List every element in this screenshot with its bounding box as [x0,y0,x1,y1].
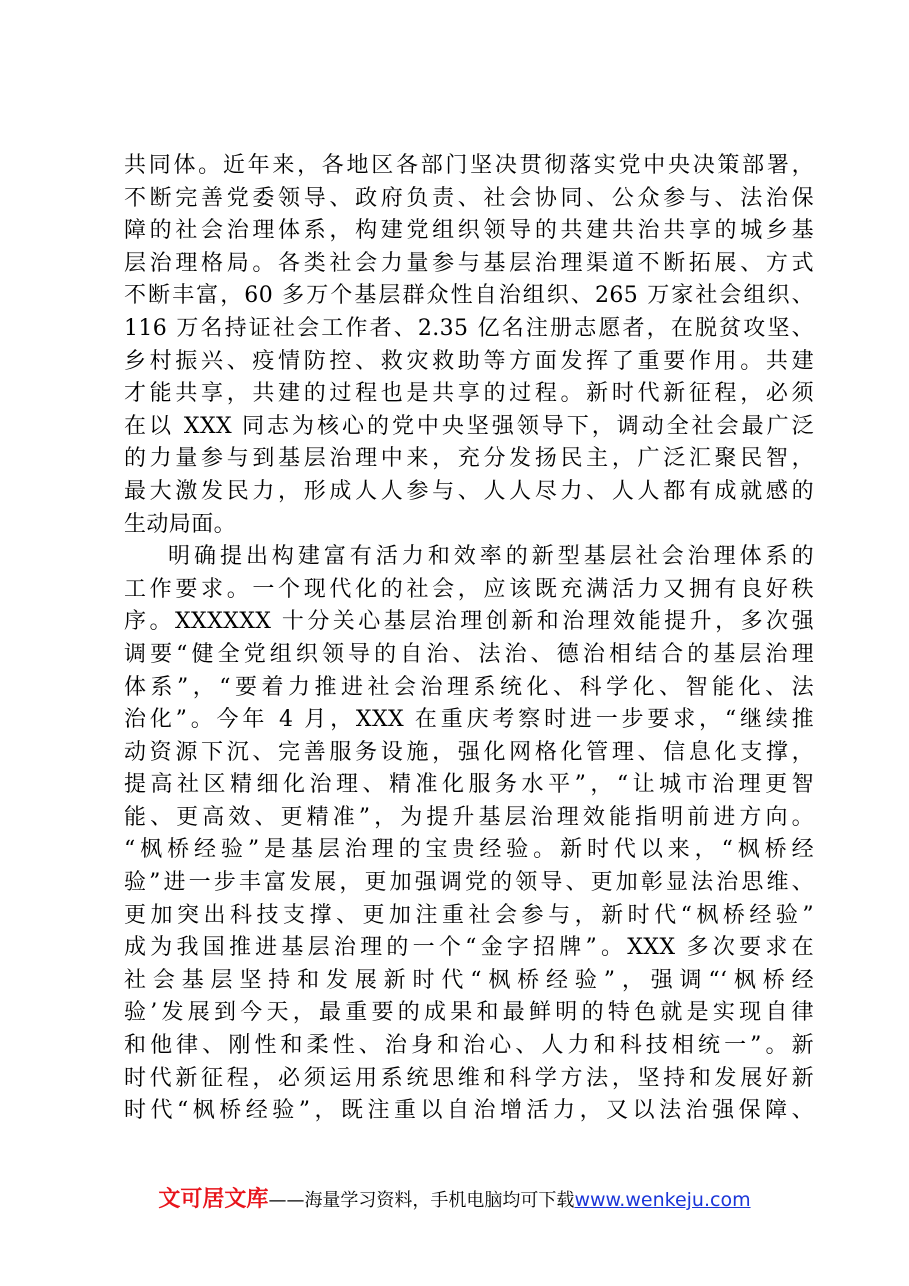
text-line: 时代新征程，必须运用系统思维和科学方法，坚持和发展好新 [124,1065,814,1091]
text-line: 序。XXXXXX 十分关心基层治理创新和治理效能提升，多次强 [124,609,814,635]
document-body [124,150,814,1128]
text-line: 的力量参与到基层治理中来，充分发扬民主，广泛汇聚民智， [124,446,814,472]
text-line: 验”进一步丰富发展，更加强调党的领导、更加彰显法治思维、 [124,870,814,896]
text-line: 不断完善党委领导、政府负责、社会协同、公众参与、法治保 [124,185,814,211]
text-line: 社会基层坚持和发展新时代“枫桥经验”，强调“‘枫桥经 [124,967,814,993]
text-line: 工作要求。一个现代化的社会，应该既充满活力又拥有良好秩 [124,576,814,602]
text-line: 调要“健全党组织领导的自治、法治、德治相结合的基层治理 [124,641,814,667]
text-line: 障的社会治理体系，构建党组织领导的共建共治共享的城乡基 [124,218,814,244]
footer-slogan: ——海量学习资料，手机电脑均可下载 [268,1190,575,1211]
text-line: 和他律、刚性和柔性、治身和治心、人力和科技相统一”。新 [124,1033,814,1059]
text-line: 更加突出科技支撑、更加注重社会参与，新时代“枫桥经验” [124,902,814,928]
text-line: 成为我国推进基层治理的一个“金字招牌”。XXX 多次要求在 [124,935,814,961]
text-line: 乡村振兴、疫情防控、救灾救助等方面发挥了重要作用。共建 [124,348,814,374]
website-link[interactable]: www.wenkeju.com [574,1189,751,1211]
text-line: 共同体。近年来，各地区各部门坚决贯彻落实党中央决策部署， [124,153,814,178]
text-line: 不断丰富，60 多万个基层群众性自治组织、265 万家社会组织、 [124,283,814,309]
text-line: 时代“枫桥经验”，既注重以自治增活力，又以法治强保障、 [124,1098,814,1124]
paragraph-first-line: 明确提出构建富有活力和效率的新型基层社会治理体系的 [168,544,814,570]
brand-name: 文可居文库 [158,1187,269,1212]
text-line: 层治理格局。各类社会力量参与基层治理渠道不断拓展、方式 [124,250,814,276]
text-line: 动资源下沉、完善服务设施，强化网格化管理、信息化支撑， [124,739,814,765]
text-line: 能、更高效、更精准”，为提升基层治理效能指明前进方向。 [124,804,814,830]
text-line: 才能共享，共建的过程也是共享的过程。新时代新征程，必须 [124,381,814,407]
text-line: 生动局面。 [124,511,237,537]
text-line: 最大激发民力，形成人人参与、人人尽力、人人都有成就感的 [124,478,814,504]
text-line: 体系”，“要着力推进社会治理系统化、科学化、智能化、法 [124,674,814,700]
text-line: 116 万名持证社会工作者、2.35 亿名注册志愿者，在脱贫攻坚、 [124,315,814,341]
text-line: 验’发展到今天，最重要的成果和最鲜明的特色就是实现自律 [124,1000,814,1026]
text-line: 提高社区精细化治理、精准化服务水平”，“让城市治理更智 [124,772,814,798]
text-line: “枫桥经验”是基层治理的宝贵经验。新时代以来，“枫桥经 [124,837,814,863]
text-line: 在以 XXX 同志为核心的党中央坚强领导下，调动全社会最广泛 [124,413,814,439]
text-line: 治化”。今年 4 月，XXX 在重庆考察时进一步要求，“继续推 [124,707,814,733]
footer-banner [0,1182,909,1213]
